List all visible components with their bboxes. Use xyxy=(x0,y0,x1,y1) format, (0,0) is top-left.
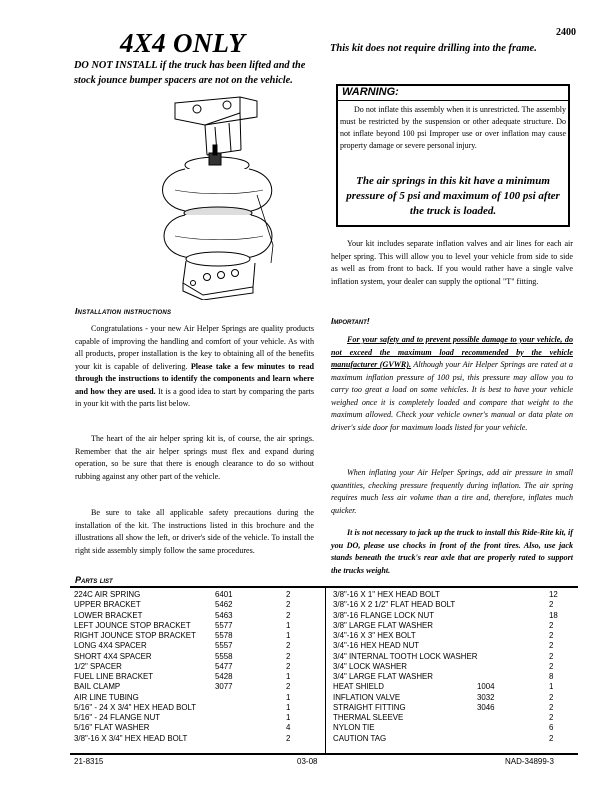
parts-list-bottom-rule xyxy=(70,753,578,755)
parts-list-row xyxy=(333,693,577,703)
part-number: 3032 xyxy=(477,692,495,702)
important-paragraph-3: It is not necessary to jack up the truck to install this Ride-Rite kit, if you DO, please use chocks in front of the front tires. Also, use jack stands beneath the truck's rear axle that are properly rated to support the trucks weight. xyxy=(331,528,573,575)
part-quantity: 1 xyxy=(286,702,291,712)
installation-p1-text: Congratulations - your new Air Helper Springs are quality products capable of improving the handling and comfort of your vehicle. As with all products, proper installation is the key to obtaining all of the benefits your kit is capable of delivering. xyxy=(75,324,314,371)
parts-list-divider xyxy=(325,587,326,753)
part-quantity: 2 xyxy=(549,651,554,661)
part-quantity: 2 xyxy=(286,682,291,692)
pressure-callout: The air springs in this kit have a minimum pressure of 5 psi and maximum of 100 psi after the truck is loaded. xyxy=(346,175,560,217)
part-number: 6401 xyxy=(215,590,233,599)
part-quantity: 1 xyxy=(286,631,291,640)
part-quantity: 1 xyxy=(286,672,291,681)
part-name: THERMAL SLEEVE xyxy=(333,713,404,722)
part-name: AIR LINE TUBING xyxy=(74,692,139,702)
part-quantity: 2 xyxy=(286,610,291,620)
air-spring-illustration xyxy=(145,95,287,300)
important-p1-rest: Although your Air Helper Springs are rated at a maximum inflation pressure of 100 psi, this pressure may allow you to carry too great a load on some vehicles. It is best to have your vehicle weighed once it is completely loaded and compare that weight to the maximum allowed. Check your vehicle owner's manual or data plate on driver's side door for maximum loads listed for your vehicle. xyxy=(331,360,573,432)
drilling-note: This kit does not require drilling into the frame. xyxy=(330,43,537,54)
warning-divider xyxy=(338,100,568,101)
part-name: 3/4" INTERNAL TOOTH LOCK WASHER xyxy=(333,651,478,661)
parts-list-row xyxy=(74,600,324,610)
part-name: 5/16" - 24 X 3/4" HEX HEAD BOLT xyxy=(74,702,197,712)
parts-list-row xyxy=(74,641,324,651)
part-number: 3046 xyxy=(477,702,495,712)
part-quantity: 2 xyxy=(549,661,554,671)
part-name: NYLON TIE xyxy=(333,723,375,733)
part-number: 5558 xyxy=(215,651,233,661)
part-number: 5577 xyxy=(215,620,233,630)
parts-list-row xyxy=(333,703,577,713)
part-name: BAIL CLAMP xyxy=(74,682,121,692)
part-name: 3/8"-16 X 2 1/2" FLAT HEAD BOLT xyxy=(333,600,456,610)
parts-list-row xyxy=(74,672,324,682)
parts-list-row xyxy=(74,703,324,713)
parts-list-row xyxy=(333,641,577,651)
installation-heading: Installation instructions xyxy=(75,306,172,316)
part-number: 5477 xyxy=(215,661,233,671)
footer-form-number: 21-8315 xyxy=(74,757,104,766)
kit-intro-paragraph: Your kit includes separate inflation valves and air lines for each air helper spring. This will allow you to level your vehicle from side to side as well as from front to back. If you would rather have a single valve inflation system, your dealer can supply the optional "T" fitting. xyxy=(331,239,573,286)
part-quantity: 6 xyxy=(549,723,554,733)
part-number: 5462 xyxy=(215,600,233,610)
part-name: 5/16" - 24 FLANGE NUT xyxy=(74,713,161,722)
part-name: 3/8"-16 X 1" HEX HEAD BOLT xyxy=(333,590,440,599)
part-name: 5/16" FLAT WASHER xyxy=(74,723,150,733)
part-quantity: 4 xyxy=(286,723,291,733)
parts-list-row xyxy=(74,662,324,672)
part-quantity: 2 xyxy=(549,702,554,712)
parts-list-row xyxy=(74,734,324,744)
part-name: STRAIGHT FITTING xyxy=(333,702,406,712)
installation-p1-tail: It is a good idea to start by comparing the parts in your kit with the parts list below. xyxy=(75,386,314,408)
parts-list-row xyxy=(333,611,577,621)
parts-list-row xyxy=(74,682,324,692)
lift-warning: DO NOT INSTALL if the truck has been lifted and the stock jounce bumper spacers are not on the vehicle. xyxy=(74,60,306,86)
part-quantity: 1 xyxy=(286,620,291,630)
installation-paragraph-1 xyxy=(75,323,314,411)
parts-list-row xyxy=(74,590,324,600)
installation-p1-bold: Please take a few minutes to read through the instructions to identify the components and learn where and how they are used. xyxy=(75,361,314,396)
part-number: 5428 xyxy=(215,672,233,681)
part-quantity: 2 xyxy=(286,661,291,671)
parts-list-row xyxy=(333,600,577,610)
part-number: 5463 xyxy=(215,610,233,620)
part-quantity: 2 xyxy=(549,631,554,640)
installation-paragraph-2: The heart of the air helper spring kit is, of course, the air springs. Remember that the air helper springs must flex and expand during operation, so be sure that there is enough clearance to do so without rubbing against any other part of the vehicle. xyxy=(75,434,314,481)
parts-list-row xyxy=(74,652,324,662)
parts-list-row xyxy=(333,652,577,662)
gvwr-warning-underlined: For your safety and to prevent possible damage to your vehicle, do not exceed the maximum load recommended by the vehicle manufacturer (GVWR). xyxy=(331,335,573,369)
part-name: HEAT SHIELD xyxy=(333,682,385,692)
parts-list-row xyxy=(74,621,324,631)
parts-list-row xyxy=(333,682,577,692)
part-quantity: 1 xyxy=(549,682,554,692)
part-name: 3/4"-16 X 3" HEX BOLT xyxy=(333,631,416,640)
part-quantity: 2 xyxy=(549,600,554,610)
warning-text: Do not inflate this assembly when it is unrestricted. The assembly must be restricted by the suspension or other adequate structure. Do not inflate beyond 100 psi Improper use or over inflation may cause property damage or severe personal injury. xyxy=(340,105,566,150)
part-number: 1004 xyxy=(477,682,495,692)
part-quantity: 1 xyxy=(286,713,291,722)
kit-number: 2400 xyxy=(556,27,576,38)
parts-list-row xyxy=(333,713,577,723)
parts-list-row xyxy=(74,693,324,703)
part-name: LEFT JOUNCE STOP BRACKET xyxy=(74,620,191,630)
part-quantity: 2 xyxy=(549,692,554,702)
part-quantity: 2 xyxy=(549,620,554,630)
part-quantity: 2 xyxy=(286,590,291,599)
part-quantity: 1 xyxy=(286,692,291,702)
part-quantity: 2 xyxy=(286,600,291,610)
parts-list-top-rule xyxy=(70,586,578,588)
parts-list-row xyxy=(333,662,577,672)
part-quantity: 8 xyxy=(549,672,554,681)
part-name: 224C AIR SPRING xyxy=(74,590,141,599)
part-name: FUEL LINE BRACKET xyxy=(74,672,154,681)
parts-list-row xyxy=(74,713,324,723)
part-name: LOWER BRACKET xyxy=(74,610,143,620)
part-name: UPPER BRACKET xyxy=(74,600,141,610)
part-quantity: 2 xyxy=(549,641,554,651)
part-number: 3077 xyxy=(215,682,233,692)
footer-date: 03-08 xyxy=(297,757,318,766)
parts-list-row xyxy=(333,723,577,733)
important-paragraph-2: When inflating your Air Helper Springs, add air pressure in small quantities, checking pressure frequently during inflation. The air spring requires much less air volume than a tire and, therefore, inflates much quicker. xyxy=(331,468,573,515)
parts-list-row xyxy=(74,631,324,641)
part-name: INFLATION VALVE xyxy=(333,692,401,702)
part-name: 3/4"-16 HEX HEAD NUT xyxy=(333,641,420,651)
parts-list-row xyxy=(333,621,577,631)
parts-list-row xyxy=(333,672,577,682)
part-name: CAUTION TAG xyxy=(333,733,387,743)
important-heading: Important! xyxy=(331,316,370,326)
part-quantity: 12 xyxy=(549,590,558,599)
important-paragraph-1 xyxy=(331,334,573,434)
parts-list-row xyxy=(74,611,324,621)
page-headline: 4X4 ONLY xyxy=(120,28,246,58)
parts-list-heading: Parts list xyxy=(75,575,113,585)
parts-list-row xyxy=(333,734,577,744)
part-name: SHORT 4X4 SPACER xyxy=(74,651,152,661)
part-name: 3/8"-16 FLANGE LOCK NUT xyxy=(333,610,435,620)
part-name: 3/4" LOCK WASHER xyxy=(333,661,407,671)
parts-list-row xyxy=(333,631,577,641)
part-name: LONG 4X4 SPACER xyxy=(74,641,147,651)
part-quantity: 2 xyxy=(549,733,554,743)
parts-list-row xyxy=(333,590,577,600)
part-name: 3/4" LARGE FLAT WASHER xyxy=(333,672,433,681)
parts-list-row xyxy=(74,723,324,733)
part-number: 5578 xyxy=(215,631,233,640)
part-number: 5557 xyxy=(215,641,233,651)
part-quantity: 2 xyxy=(549,713,554,722)
part-quantity: 2 xyxy=(286,651,291,661)
warning-title: WARNING: xyxy=(342,86,399,98)
part-name: 3/8"-16 X 3/4" HEX HEAD BOLT xyxy=(74,733,188,743)
installation-paragraph-3: Be sure to take all applicable safety precautions during the installation of the kit. The instructions listed in this brochure and the illustrations all show the left, or driver's side of the vehicle. To install the right side assembly simply follow the same procedures. xyxy=(75,508,314,555)
footer-doc-number: NAD-34899-3 xyxy=(505,757,554,766)
part-quantity: 18 xyxy=(549,610,558,620)
part-quantity: 2 xyxy=(286,733,291,743)
part-name: RIGHT JOUNCE STOP BRACKET xyxy=(74,631,196,640)
part-name: 3/8" LARGE FLAT WASHER xyxy=(333,620,433,630)
part-quantity: 2 xyxy=(286,641,291,651)
part-name: 1/2" SPACER xyxy=(74,661,122,671)
